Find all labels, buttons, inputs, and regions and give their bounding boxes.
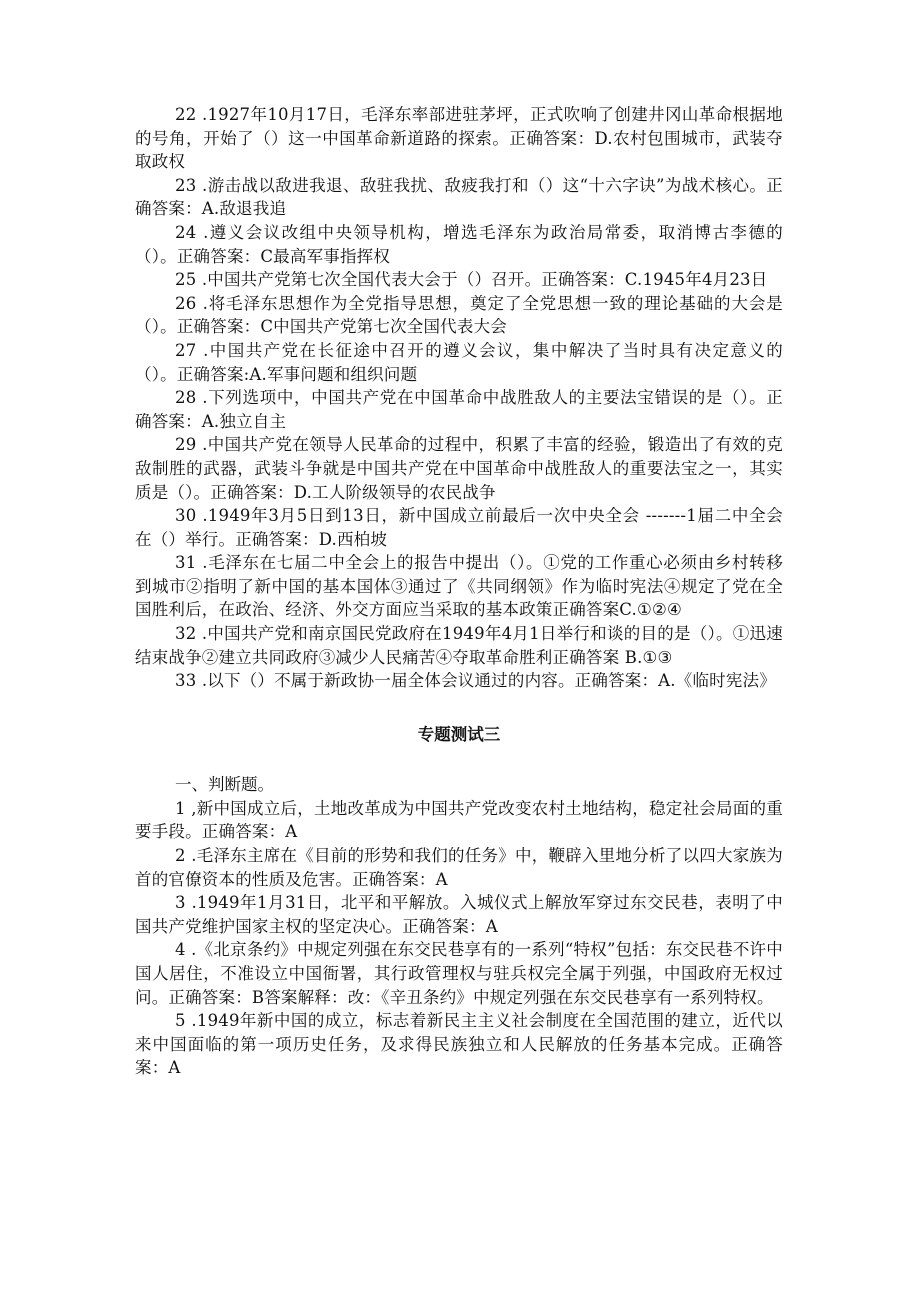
question-30: 30 .1949年3月5日到13日，新中国成立前最后一次中央全会 -------1届二中全会在（）举行。正确答案：D.西柏坡 [135,506,783,549]
question-28: 28 .下列选项中，中国共产党在中国革命中战胜敌人的主要法宝错误的是（）。正确答案：A.独立自主 [135,388,783,431]
section-title: 专题测试三 [417,724,501,744]
question-31: 31 .毛泽东在七届二中全会上的报告中提出（）。①党的工作重心必须由乡村转移到城市②指明了新中国的基本国体③通过了《共同纲领》作为临时宪法④规定了党在全国胜利后，在政治、经济、外交方面应当采取的基本政策正确答案C.①②④ [135,553,783,620]
question-24: 24 .遵义会议改组中央领导机构，增选毛泽东为政治局常委，取消博古李德的（）。正确答案：C最高军事指挥权 [135,222,783,266]
question-25: 25 .中国共产党第七次全国代表大会于（）召开。正确答案：C.1945年4月23日 [175,270,768,290]
judgment-question-1: 1 ,新中国成立后，土地改革成为中国共产党改变农村土地结构，稳定社会局面的重要手段。正确答案：A [135,798,783,842]
judgment-question-3: 3 .1949年1月31日，北平和平解放。入城仪式上解放军穿过东交民巷，表明了中国共产党维护国家主权的坚定决心。正确答案：A [135,893,783,936]
judgment-question-4: 4 .《北京条约》中规定列强在东交民巷享有的一系列“特权”包括：东交民巷不许中国人居住，不准设立中国衙署，其行政管理权与驻兵权完全属于列强，中国政府无权过问。正确答案：B答案解释：改：《辛丑条约》中规定列强在东交民巷享有一系列特权。 [135,940,783,1007]
question-26: 26 .将毛泽东思想作为全党指导思想，奠定了全党思想一致的理论基础的大会是（）。正确答案：C中国共产党第七次全国代表大会 [135,293,783,337]
question-33: 33 .以下（）不属于新政协一届全体会议通过的内容。正确答案：A.《临时宪法》 [175,671,776,691]
question-27: 27 .中国共产党在长征途中召开的遵义会议，集中解决了当时具有决定意义的（）。正确答案:A.军事问题和组织问题 [135,340,783,384]
question-32: 32 .中国共产党和南京国民党政府在1949年4月1日举行和谈的目的是（）。①迅速结束战争②建立共同政府③减少人民痛苦④夺取革命胜利正确答案 B.①③ [135,624,783,667]
section-label: 一、判断题。 [175,774,274,794]
judgment-question-5: 5 .1949年新中国的成立，标志着新民主主义社会制度在全国范围的建立，近代以来中国面临的第一项历史任务，及求得民族独立和人民解放的任务基本完成。正确答案：A [135,1011,783,1078]
document-content [135,103,783,1080]
question-23: 23 .游击战以敌进我退、敌驻我扰、敌疲我打和（）这“十六字诀”为战术核心。正确答案：A.敌退我追 [135,175,783,219]
question-29: 29 .中国共产党在领导人民革命的过程中，积累了丰富的经验，锻造出了有效的克敌制胜的武器，武装斗争就是中国共产党在中国革命中战胜敌人的重要法宝之一，其实质是（）。正确答案：D.工人阶级领导的农民战争 [135,435,783,502]
question-22: 22 .1927年10月17日，毛泽东率部进驻茅坪，正式吹响了创建井冈山革命根据地的号角，开始了（）这一中国革命新道路的探索。正确答案：D.农村包围城市，武装夺取政权 [135,105,783,172]
judgment-question-2: 2 .毛泽东主席在《目前的形势和我们的任务》中，鞭辟入里地分析了以四大家族为首的官僚资本的性质及危害。正确答案：A [135,846,783,889]
